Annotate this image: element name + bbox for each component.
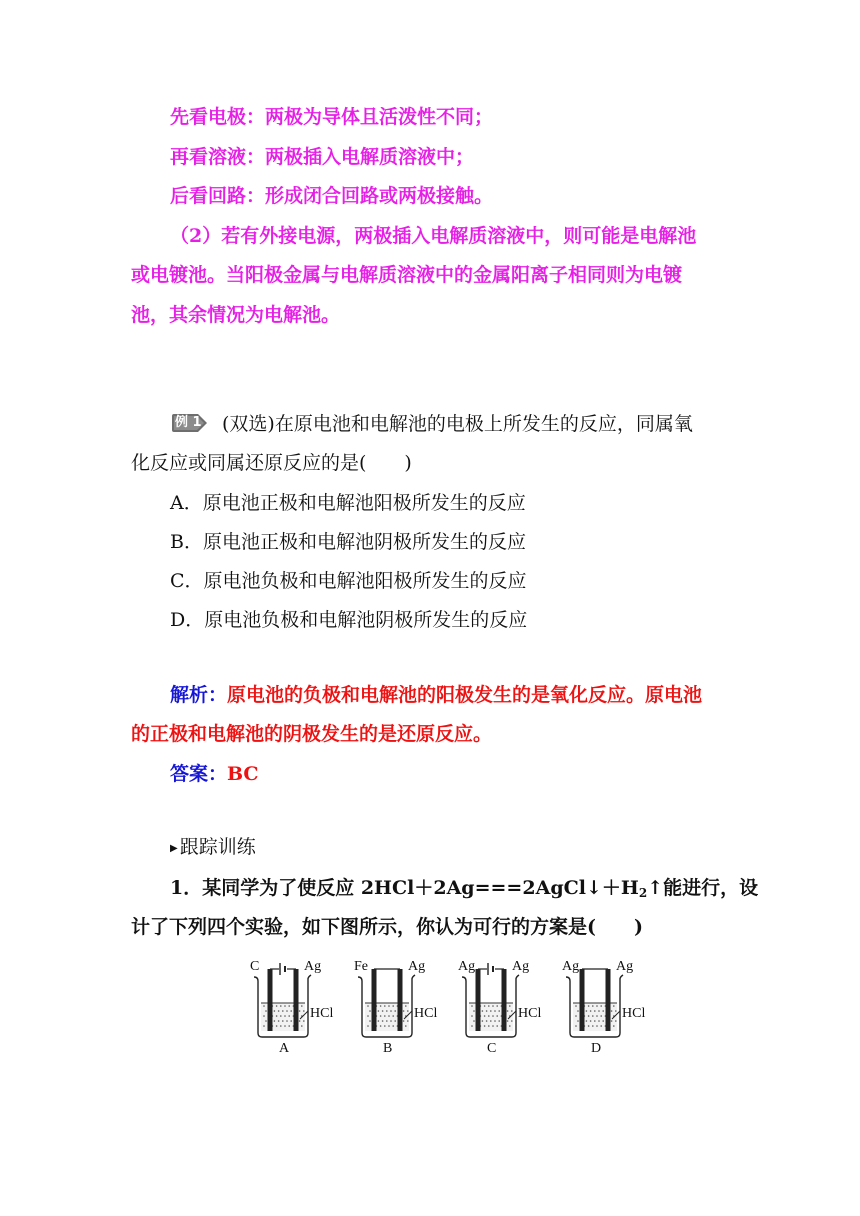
analysis-text1: 原电池的负极和电解池的阳极发生的是氧化反应。原电池: [227, 684, 703, 706]
solution-dot: [407, 1010, 409, 1012]
solution-dot: [577, 1010, 579, 1012]
solution-dot: [367, 1005, 369, 1007]
solution-dot: [575, 1015, 577, 1017]
tip-paragraph-line2: 或电镀池。当阳极金属与电解质溶液中的金属阳离子相同则为电镀: [131, 264, 683, 286]
right-electrode: [294, 969, 299, 1031]
solution-dot: [392, 1005, 394, 1007]
left-electrode-label: C: [250, 959, 260, 974]
solution-dot: [600, 1025, 602, 1027]
solution-dot: [492, 1015, 494, 1017]
solution-dot: [484, 1015, 486, 1017]
solution-dot: [384, 1005, 386, 1007]
solution-dot: [615, 1020, 617, 1022]
solution-dot: [613, 1005, 615, 1007]
example-stem-text: (双选)在原电池和电解池的电极上所发生的反应，同属氧: [222, 413, 693, 435]
question1-line1: [170, 876, 758, 900]
solution-dot: [286, 1020, 288, 1022]
solution-dot: [611, 1020, 613, 1022]
solution-dot: [492, 1005, 494, 1007]
left-electrode-label: Ag: [458, 959, 476, 974]
solution-dot: [265, 1020, 267, 1022]
option-a: A．原电池正极和电解池阳极所发生的反应: [170, 492, 526, 514]
solution-dot: [598, 1020, 600, 1022]
solution-dot: [280, 1005, 282, 1007]
solution-dot: [494, 1010, 496, 1012]
solution-dot: [496, 1005, 498, 1007]
solution-dot: [386, 1010, 388, 1012]
solution-dot: [484, 1025, 486, 1027]
solution-dot: [490, 1020, 492, 1022]
solution-dot: [378, 1020, 380, 1022]
solution-dot: [509, 1025, 511, 1027]
solution-dot: [588, 1005, 590, 1007]
solution-dot: [498, 1020, 500, 1022]
solution-dot: [511, 1010, 513, 1012]
solution-dot: [274, 1010, 276, 1012]
practice-heading: [170, 835, 256, 861]
solution-dot: [498, 1010, 500, 1012]
solution-dot: [586, 1010, 588, 1012]
solution-dot: [280, 1025, 282, 1027]
left-electrode: [372, 969, 377, 1031]
solution-dot: [284, 1015, 286, 1017]
solution-dot: [590, 1010, 592, 1012]
beaker-label: D: [591, 1041, 602, 1056]
solution-dot: [403, 1010, 405, 1012]
example-stem-line1: [170, 412, 693, 436]
solution-dot: [382, 1010, 384, 1012]
right-electrode: [398, 969, 403, 1031]
solution-dot: [282, 1020, 284, 1022]
solution-dot: [496, 1015, 498, 1017]
solution-dot: [380, 1015, 382, 1017]
right-electrode: [606, 969, 611, 1031]
solution-dot: [596, 1015, 598, 1017]
solution-dot: [388, 1015, 390, 1017]
solution-dot: [288, 1025, 290, 1027]
solution-dot: [405, 1005, 407, 1007]
beaker-c: [458, 959, 541, 1056]
solution-dot: [594, 1020, 596, 1022]
solution-dot: [284, 1025, 286, 1027]
solution-dot: [278, 1010, 280, 1012]
solution-dot: [378, 1010, 380, 1012]
question1-line2: 计了下列四个实验，如下图所示，你认为可行的方案是( ): [131, 916, 643, 938]
solution-dot: [263, 1025, 265, 1027]
solution-dot: [380, 1005, 382, 1007]
beaker-a: [250, 959, 333, 1056]
solution-dot: [301, 1025, 303, 1027]
solution-label: HCl: [310, 1006, 334, 1021]
practice-heading-text: 跟踪训练: [179, 836, 256, 858]
solution-dot: [594, 1010, 596, 1012]
left-electrode-label: Ag: [562, 959, 580, 974]
solution-dot: [494, 1020, 496, 1022]
solution-dot: [299, 1010, 301, 1012]
answer-label: 答案：: [170, 763, 228, 785]
tip-electrode: 先看电极：两极为导体且活泼性不同；: [170, 106, 494, 128]
solution-dot: [380, 1025, 382, 1027]
solution-label: HCl: [622, 1006, 646, 1021]
solution-dot: [388, 1005, 390, 1007]
solution-dot: [276, 1005, 278, 1007]
triangle-bullet-icon: ▶: [170, 843, 178, 854]
question1-tail: ↑能进行，设: [647, 877, 759, 899]
solution-dot: [490, 1010, 492, 1012]
solution-dot: [276, 1015, 278, 1017]
solution-dot: [288, 1005, 290, 1007]
analysis-label: 解析：: [170, 684, 228, 706]
tip-circuit: 后看回路：形成闭合回路或两极接触。: [170, 185, 494, 207]
solution-dot: [367, 1015, 369, 1017]
solution-dot: [482, 1020, 484, 1022]
example-stem-line2: 化反应或同属还原反应的是( ): [131, 452, 412, 474]
solution-dot: [386, 1020, 388, 1022]
solution-dot: [509, 1005, 511, 1007]
left-electrode: [268, 969, 273, 1031]
solution-dot: [390, 1010, 392, 1012]
solution-dot: [280, 1015, 282, 1017]
left-electrode: [580, 969, 585, 1031]
solution-dot: [390, 1020, 392, 1022]
solution-dot: [507, 1020, 509, 1022]
beaker-b: [354, 959, 437, 1056]
badge-label: 例 1: [175, 415, 202, 430]
beaker-d: [562, 959, 645, 1056]
solution-dot: [369, 1010, 371, 1012]
solution-dot: [265, 1010, 267, 1012]
solution-dot: [392, 1025, 394, 1027]
solution-dot: [288, 1015, 290, 1017]
solution-label: HCl: [414, 1006, 438, 1021]
right-electrode: [502, 969, 507, 1031]
solution-dot: [598, 1010, 600, 1012]
tip-paragraph-line3: 池，其余情况为电解池。: [131, 304, 341, 326]
solution-dot: [394, 1010, 396, 1012]
left-electrode: [476, 969, 481, 1031]
analysis-line2: 的正极和电解池的阴极发生的是还原反应。: [131, 723, 493, 745]
solution-dot: [486, 1020, 488, 1022]
solution-dot: [492, 1025, 494, 1027]
solution-dot: [588, 1015, 590, 1017]
solution-dot: [286, 1010, 288, 1012]
solution-dot: [471, 1015, 473, 1017]
solution-dot: [600, 1005, 602, 1007]
solution-dot: [577, 1020, 579, 1022]
solution-dot: [602, 1010, 604, 1012]
solution-dot: [615, 1010, 617, 1012]
solution-dot: [575, 1025, 577, 1027]
solution-dot: [592, 1015, 594, 1017]
solution-dot: [263, 1015, 265, 1017]
solution-dot: [276, 1025, 278, 1027]
electrolysis-beakers-figure: [244, 953, 664, 1061]
tip-solution: 再看溶液：两极插入电解质溶液中；: [170, 146, 475, 168]
solution-dot: [403, 1020, 405, 1022]
solution-dot: [407, 1020, 409, 1022]
solution-dot: [488, 1005, 490, 1007]
solution-dot: [367, 1025, 369, 1027]
solution-dot: [405, 1025, 407, 1027]
question1-subscript: 2: [638, 886, 648, 900]
right-electrode-label: Ag: [512, 959, 530, 974]
solution-dot: [496, 1025, 498, 1027]
solution-dot: [290, 1010, 292, 1012]
solution-dot: [511, 1020, 513, 1022]
solution-dot: [596, 1025, 598, 1027]
solution-dot: [486, 1010, 488, 1012]
solution-dot: [382, 1020, 384, 1022]
solution-dot: [284, 1005, 286, 1007]
solution-dot: [600, 1015, 602, 1017]
beaker-label: C: [487, 1041, 497, 1056]
right-electrode-label: Ag: [408, 959, 426, 974]
solution-dot: [299, 1020, 301, 1022]
solution-dot: [596, 1005, 598, 1007]
beaker-label: A: [279, 1041, 290, 1056]
solution-dot: [592, 1025, 594, 1027]
solution-dot: [611, 1010, 613, 1012]
left-electrode-label: Fe: [354, 959, 368, 974]
solution-dot: [592, 1005, 594, 1007]
solution-dot: [263, 1005, 265, 1007]
solution-dot: [282, 1010, 284, 1012]
solution-dot: [392, 1015, 394, 1017]
solution-dot: [588, 1025, 590, 1027]
solution-dot: [488, 1025, 490, 1027]
solution-dot: [278, 1020, 280, 1022]
tip-paragraph-line1: （2）若有外接电源，两极插入电解质溶液中，则可能是电解池: [170, 225, 697, 247]
analysis-line1: [170, 683, 702, 707]
solution-dot: [394, 1020, 396, 1022]
solution-dot: [507, 1010, 509, 1012]
solution-dot: [301, 1005, 303, 1007]
solution-dot: [290, 1020, 292, 1022]
solution-dot: [488, 1015, 490, 1017]
beaker-label: B: [383, 1041, 393, 1056]
solution-dot: [590, 1020, 592, 1022]
solution-dot: [388, 1025, 390, 1027]
right-electrode-label: Ag: [304, 959, 322, 974]
solution-dot: [274, 1020, 276, 1022]
solution-dot: [473, 1020, 475, 1022]
solution-dot: [303, 1010, 305, 1012]
question1-equation: 1．某同学为了使反应 2HCl＋2Ag===2AgCl↓＋H: [170, 877, 639, 899]
solution-dot: [575, 1005, 577, 1007]
solution-dot: [473, 1010, 475, 1012]
solution-label: HCl: [518, 1006, 542, 1021]
answer-line: [170, 762, 259, 786]
solution-dot: [613, 1025, 615, 1027]
answer-value: BC: [227, 763, 259, 785]
solution-dot: [369, 1020, 371, 1022]
option-c: C．原电池负极和电解池阳极所发生的反应: [170, 570, 527, 592]
solution-dot: [384, 1025, 386, 1027]
example-badge: [170, 413, 208, 433]
right-electrode-label: Ag: [616, 959, 634, 974]
solution-dot: [303, 1020, 305, 1022]
solution-dot: [482, 1010, 484, 1012]
solution-dot: [471, 1005, 473, 1007]
option-d: D．原电池负极和电解池阴极所发生的反应: [170, 609, 528, 631]
solution-dot: [586, 1020, 588, 1022]
solution-dot: [602, 1020, 604, 1022]
solution-dot: [484, 1005, 486, 1007]
option-b: B．原电池正极和电解池阴极所发生的反应: [170, 531, 526, 553]
solution-dot: [471, 1025, 473, 1027]
solution-dot: [384, 1015, 386, 1017]
